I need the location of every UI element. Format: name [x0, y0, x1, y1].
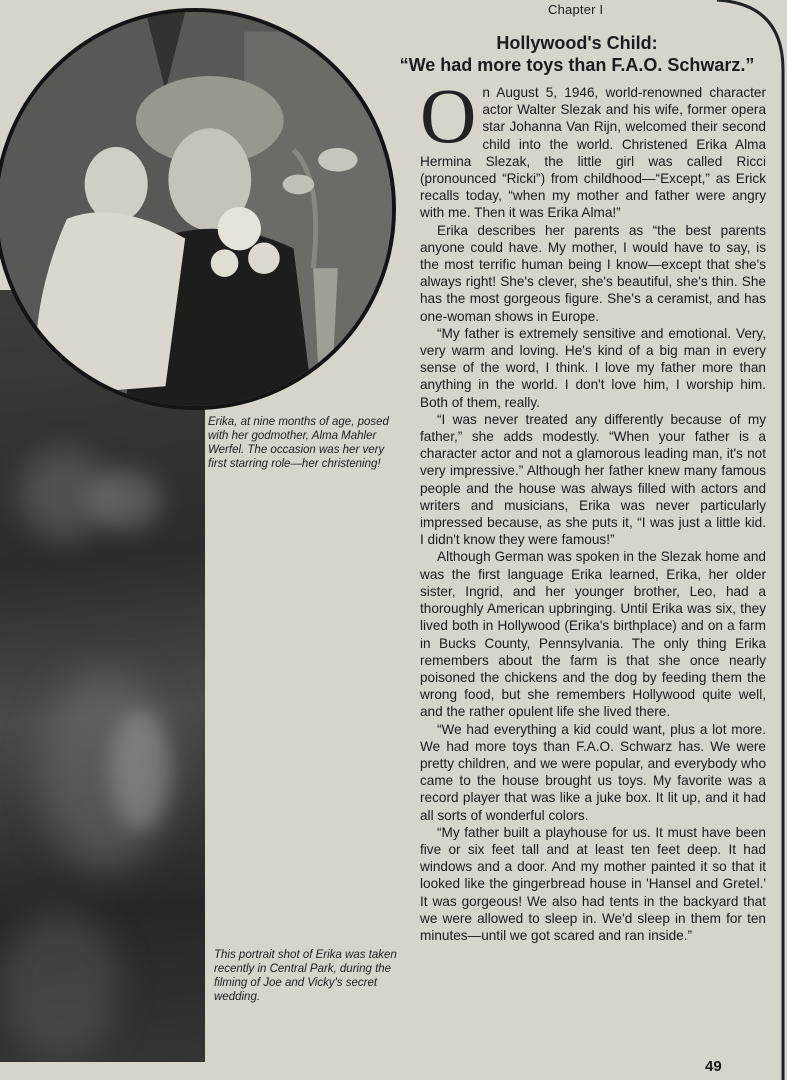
article-paragraph-7: “My father built a playhouse for us. It must have been five or six feet tall and at least ten feet deep. It had windows and a door. And my mother painted it so that it looked like the gingerbread house in 'Hansel and Gretel.' It was gorgeous! We also had tents in the backyard that we were allowed to sleep in. We'd sleep in them for ten minutes—until we got scared and ran inside.” — [420, 824, 766, 943]
title-line-1: Hollywood's Child: — [496, 33, 658, 53]
photo-caption-bottom: This portrait shot of Erika was taken recently in Central Park, during the filming of Joe and Vicky's secret wedding. — [214, 949, 397, 1003]
article-paragraph-2: Erika describes her parents as “the best parents anyone could have. My mother, I would have to say, is the most terrific human being I know—except that she's always right! She's clever, she's beautiful, she's thin. She has the most gorgeous figure. She's a ceramist, and has one-woman shows in Europe. — [420, 222, 766, 324]
title-line-2: “We had more toys than F.A.O. Schwarz.” — [399, 55, 755, 75]
article-body — [420, 72, 766, 944]
page-number: 49 — [705, 1058, 722, 1075]
article-paragraph-6: “We had everything a kid could want, plus a lot more. We had more toys than F.A.O. Schwarz has. We were pretty children, and we were popular, and everybody who came to the house brought us toys. My favorite was a record player that was like a juke box. It lit up, and it had all sorts of wonderful colors. — [420, 721, 766, 823]
article-paragraph-5: Although German was spoken in the Slezak home and was the first language Erika learned, Erika, her older sister, Ingrid, and her younger brother, Leo, had a thoroughly American upbringing. Until Erika was six, they lived both in Hollywood (Erika's birthplace) and on a farm in Bucks County, Pennsylvania. The only thing Erika remembers about the farm is that she once nearly poisoned the chickens and the dog by feeding them the wrong food, but she remembers Hollywood quite well, and the rather opulent life she lived there. — [420, 549, 766, 720]
christening-photo — [0, 8, 396, 410]
chapter-label: Chapter I — [548, 2, 604, 17]
article-paragraph-4: “I was never treated any differently because of my father,” she adds modestly. “When your father is a character actor and not a glamorous leading man, it's not very impressive.” Although her father knew many famous people and the house was always filled with actors and writers and musicians, Erika was never particularly impressed because, as she puts it, “I was just a little kid. I didn't know they were famous!” — [420, 411, 766, 548]
drop-cap: O — [420, 72, 477, 159]
article-paragraph-1: On August 5, 1946, world-renowned character actor Walter Slezak and his wife, former opera star Johanna Van Rijn, welcomed their second child into the world. Christened Erika Alma Hermina Slezak, the little girl was called Ricci (pronounced “Ricki”) from childhood—“Except,” as Erick recalls today, “when my mother and father were angry with me. Then it was Erika Alma!” — [420, 72, 766, 221]
page-title — [372, 32, 782, 76]
photo-caption-top: Erika, at nine months of age, posed with her godmother, Alma Mahler Werfel. The occasion was her very first starring role—her christening! — [208, 416, 389, 470]
article-paragraph-3: “My father is extremely sensitive and emotional. Very, very warm and loving. He's kind of a big man in every sense of the word, I think. I love my father more than anything in the world. I don't love him, I worship him. Both of them, really. — [420, 325, 766, 410]
